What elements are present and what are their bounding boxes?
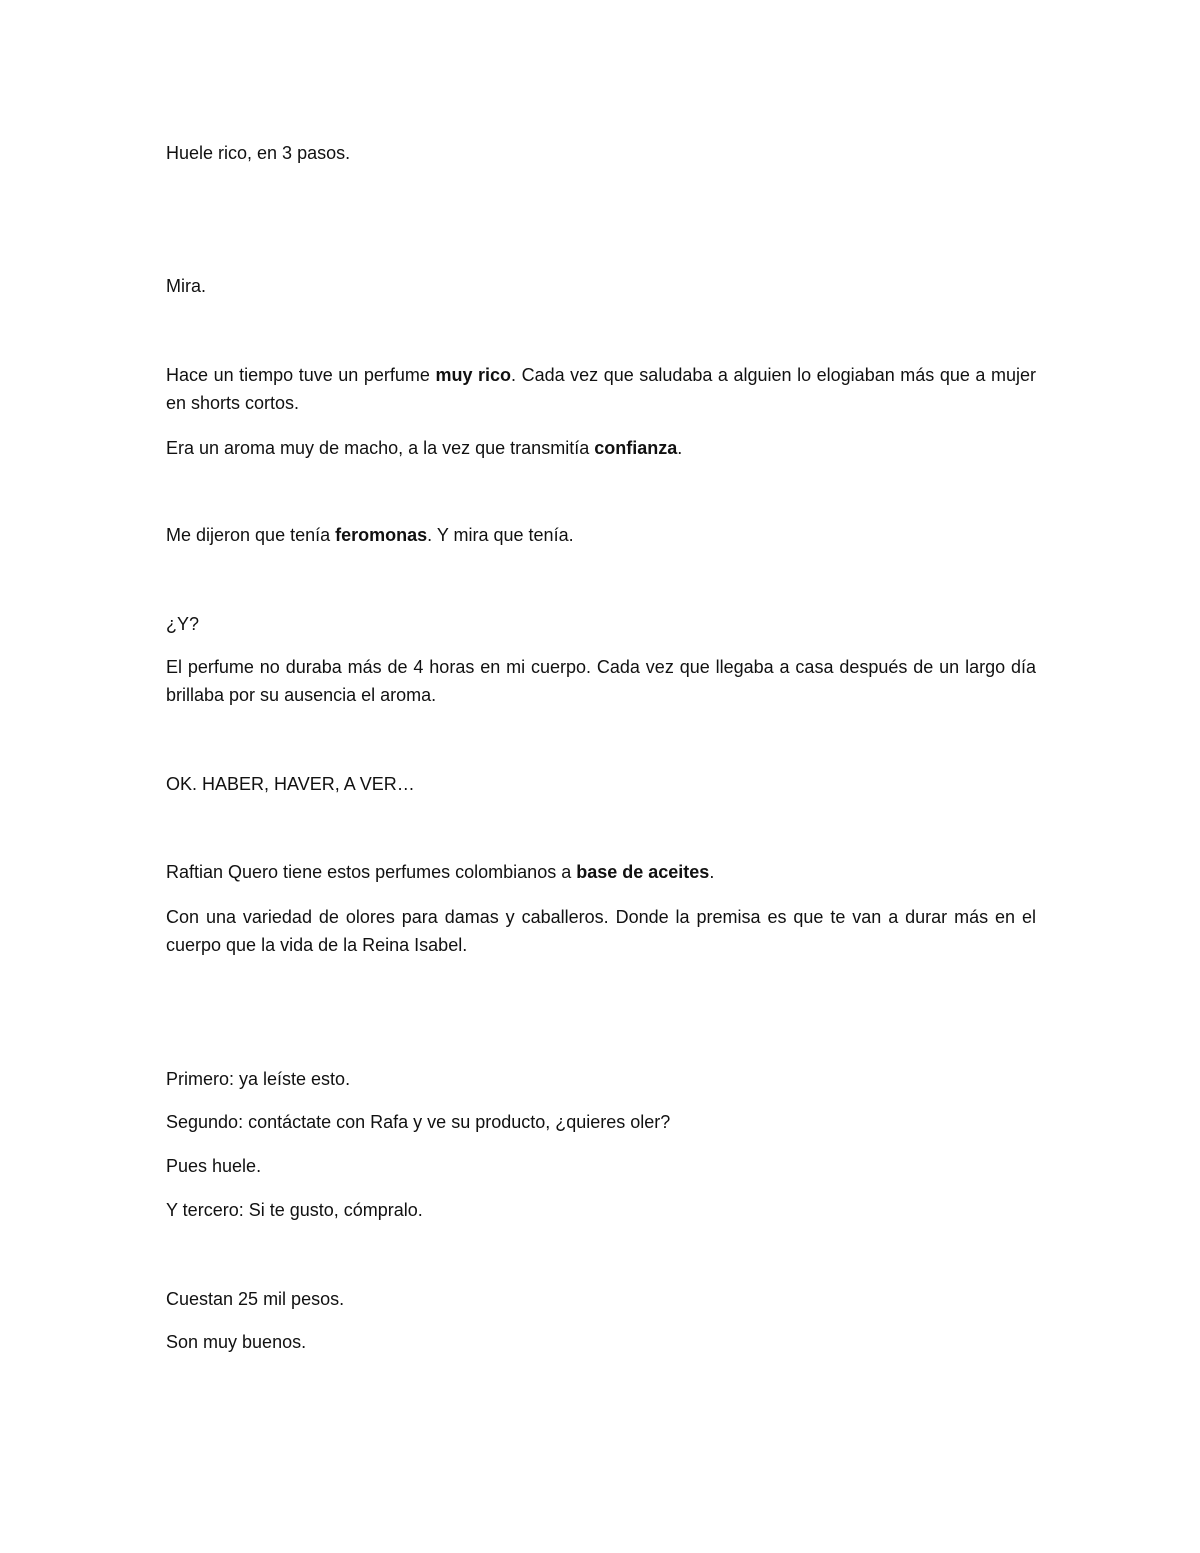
paragraph-ok: OK. HABER, HAVER, A VER… (166, 774, 415, 794)
paragraph-raftian: Raftian Quero tiene estos perfumes colombianos a base de aceites. (166, 862, 715, 882)
step-three: Y tercero: Si te gusto, cómpralo. (166, 1200, 423, 1220)
bold-base-de-aceites: base de aceites (576, 862, 710, 882)
document-title: Huele rico, en 3 pasos. (166, 143, 351, 163)
bold-feromonas: feromonas (335, 525, 428, 545)
paragraph-price: Cuestan 25 mil pesos. (166, 1289, 345, 1309)
step-two-followup: Pues huele. (166, 1156, 262, 1176)
paragraph-y-question: ¿Y? (166, 614, 200, 634)
paragraph-feromonas: Me dijeron que tenía feromonas. Y mira que tenía. (166, 525, 574, 545)
paragraph-aroma: Era un aroma muy de macho, a la vez que transmitía confianza. (166, 438, 683, 458)
paragraph-duration: El perfume no duraba más de 4 horas en mi cuerpo. Cada vez que llegaba a casa después de un largo día brillaba por su ausencia el aroma. (166, 657, 1036, 705)
bold-confianza: confianza (594, 438, 678, 458)
step-one: Primero: ya leíste esto. (166, 1069, 351, 1089)
bold-muy-rico: muy rico (435, 365, 512, 385)
step-two: Segundo: contáctate con Rafa y ve su producto, ¿quieres oler? (166, 1112, 671, 1132)
paragraph-variedad: Con una variedad de olores para damas y caballeros. Donde la premisa es que te van a durar más en el cuerpo que la vida de la Reina Isabel. (166, 907, 1036, 955)
paragraph-perfume-intro: Hace un tiempo tuve un perfume muy rico. Cada vez que saludaba a alguien lo elogiaban más que a mujer en shorts cortos. (166, 365, 1036, 413)
paragraph-mira: Mira. (166, 276, 206, 296)
paragraph-closing: Son muy buenos. (166, 1332, 307, 1352)
